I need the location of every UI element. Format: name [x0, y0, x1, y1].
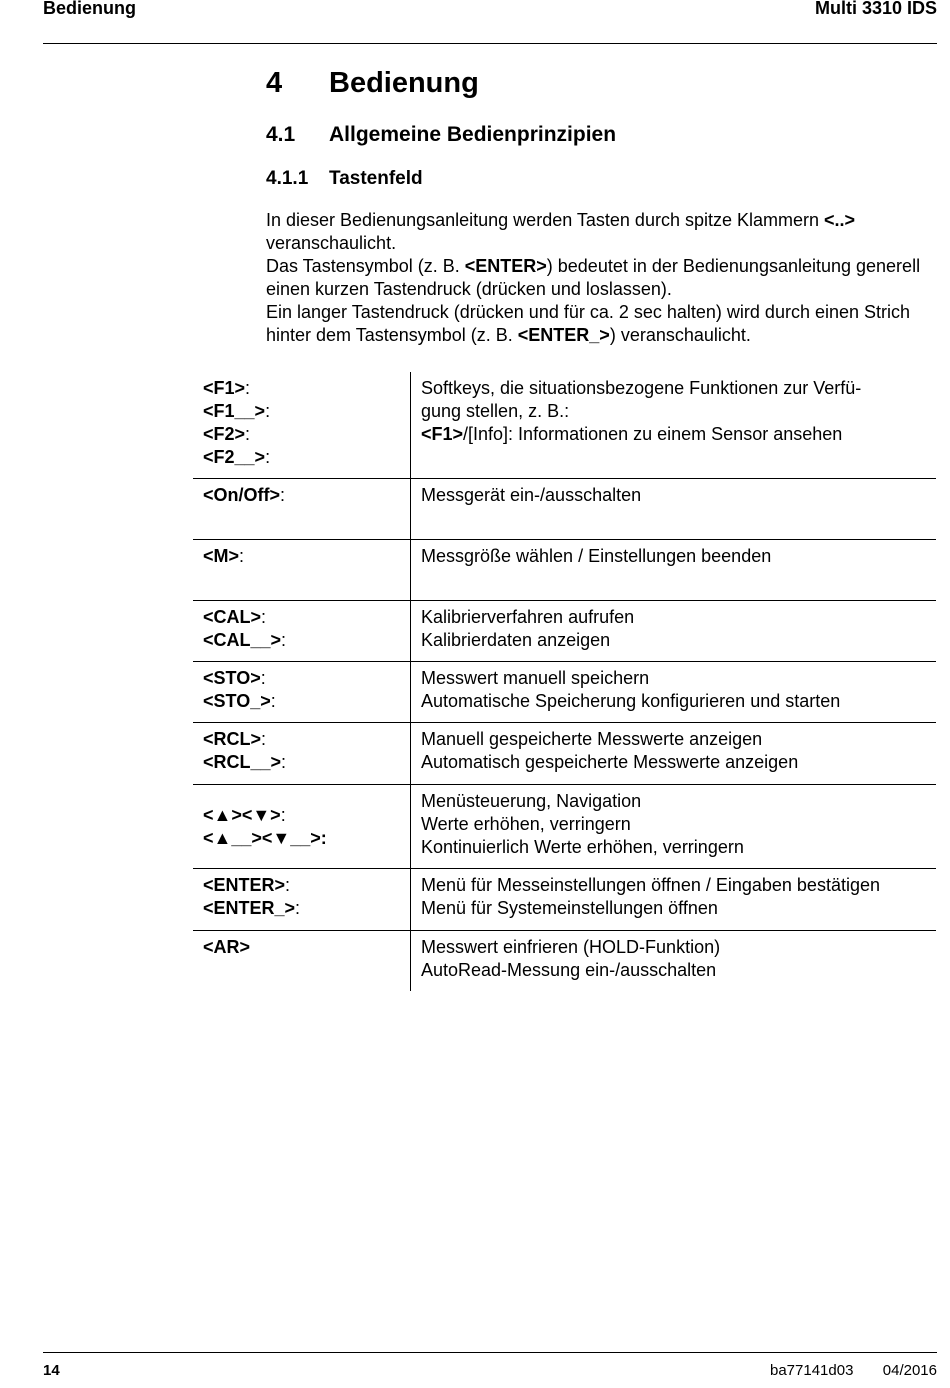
key-row: [193, 723, 936, 785]
key-label: <F1>: [203, 378, 246, 398]
description-line: [421, 790, 936, 813]
key-line: [203, 804, 410, 827]
key-description: [410, 662, 936, 722]
header-product-name: Multi 3310 IDS: [814, 0, 937, 18]
description-text: Messwert manuell speichern: [421, 668, 650, 688]
description-line: [421, 606, 936, 629]
key-label: <▲><▼>: [203, 804, 281, 825]
intro-text-part: In dieser Bedienungsanleitung werden Tasten durch spitze Klammern: [266, 210, 824, 230]
page-footer: [43, 1352, 937, 1379]
description-line: [421, 897, 936, 920]
key-line: [203, 667, 410, 690]
key-token: <F1>: [421, 424, 464, 444]
intro-text-part: Ein langer Tastendruck (drücken und für ca. 2 sec halten) wird durch einen Strich hinter dem Tastensymbol (z. B.: [266, 302, 911, 345]
key-line: [203, 400, 410, 423]
description-text: Menü für Systemeinstellungen öffnen: [421, 898, 718, 918]
description-line: [421, 874, 936, 897]
chapter-number: 4: [266, 67, 283, 99]
key-row: [193, 662, 936, 723]
key-colon: :: [239, 546, 245, 566]
key-colon: :: [265, 401, 271, 421]
key-description: [410, 540, 936, 600]
description-line: [421, 959, 936, 982]
description-line: [421, 813, 936, 836]
section-heading: [266, 123, 616, 147]
description-line: [421, 751, 936, 774]
key-token: <ENTER_>: [517, 325, 610, 345]
key-label: <AR>: [203, 937, 251, 957]
key-cell: [193, 931, 410, 991]
header-section-title: Bedienung: [43, 0, 136, 18]
description-text: gung stellen, z. B.:: [421, 401, 570, 421]
key-line: [203, 545, 410, 568]
key-colon: :: [281, 630, 287, 650]
key-description: [410, 931, 936, 991]
subsection-number: 4.1.1: [266, 168, 309, 189]
key-token: <..>: [824, 210, 856, 230]
key-colon: :: [280, 804, 286, 825]
key-cell: [193, 723, 410, 784]
key-token: <ENTER>: [464, 256, 547, 276]
key-label: <ENTER>: [203, 875, 286, 895]
intro-paragraph: [266, 255, 936, 301]
key-colon: :: [261, 729, 267, 749]
key-line: [203, 690, 410, 713]
key-line: [203, 606, 410, 629]
key-cell: [193, 601, 410, 661]
key-label: <F1__>: [203, 401, 266, 421]
description-line: [421, 936, 936, 959]
chapter-title: Bedienung: [329, 67, 479, 99]
key-label: <F2__>: [203, 447, 266, 467]
page-number: 14: [43, 1362, 60, 1379]
key-line: [203, 629, 410, 652]
key-cell: [193, 540, 410, 600]
document-date: 04/2016: [882, 1362, 937, 1379]
key-line: [203, 423, 410, 446]
key-line: [203, 827, 410, 850]
key-line: [203, 936, 410, 959]
page-header: [43, 0, 937, 44]
key-cell: [193, 372, 410, 478]
description-text: Kalibrierverfahren aufrufen: [421, 607, 635, 627]
description-line: [421, 400, 936, 423]
key-row: [193, 540, 936, 601]
subsection-heading: [266, 168, 423, 190]
description-line: [421, 728, 936, 751]
key-line: [203, 751, 410, 774]
key-description: [410, 479, 936, 539]
key-cell: [193, 869, 410, 930]
description-text: Softkeys, die situationsbezogene Funktionen zur Verfü-: [421, 378, 862, 398]
key-colon: :: [261, 607, 267, 627]
description-line: [421, 667, 936, 690]
key-label: <▲__><▼__>:: [203, 827, 327, 848]
intro-text-part: ) veranschaulicht.: [609, 325, 751, 345]
key-row: [193, 785, 936, 869]
key-row: [193, 931, 936, 991]
key-label: <RCL__>: [203, 752, 282, 772]
description-text: /[Info]: Informationen zu einem Sensor ansehen: [463, 424, 843, 444]
key-colon: :: [260, 668, 266, 688]
key-line: [203, 874, 410, 897]
key-colon: :: [265, 447, 271, 467]
key-line: [203, 728, 410, 751]
key-description: [410, 723, 936, 784]
key-colon: :: [285, 875, 291, 895]
key-label: <STO_>: [203, 691, 271, 711]
description-text: Menüsteuerung, Navigation: [421, 791, 642, 811]
key-row: [193, 869, 936, 931]
key-colon: :: [295, 898, 301, 918]
description-line: [421, 484, 936, 507]
description-line: [421, 690, 936, 713]
section-number: 4.1: [266, 123, 296, 146]
description-text: AutoRead-Messung ein-/ausschalten: [421, 960, 717, 980]
key-label: <RCL>: [203, 729, 262, 749]
description-line: [421, 423, 936, 446]
description-text: Kontinuierlich Werte erhöhen, verringern: [421, 837, 744, 857]
description-text: Menü für Messeinstellungen öffnen / Eingaben bestätigen: [421, 875, 880, 895]
key-description: [410, 785, 936, 868]
intro-text-part: veranschaulicht.: [266, 233, 397, 253]
key-colon: :: [245, 424, 251, 444]
section-title: Allgemeine Bedienprinzipien: [329, 123, 617, 146]
key-label: <ENTER_>: [203, 898, 296, 918]
key-description: [410, 601, 936, 661]
description-line: [421, 836, 936, 859]
key-label: <STO>: [203, 668, 261, 688]
key-line: [203, 484, 410, 507]
intro-text-part: ) bedeutet in der Bedienungsanleitung generell einen kurzen Tastendruck (drücken und loslassen).: [266, 256, 921, 299]
key-colon: :: [281, 752, 287, 772]
key-label: <On/Off>: [203, 485, 281, 505]
key-cell: [193, 479, 410, 539]
key-description: [410, 869, 936, 930]
description-text: Messgerät ein-/ausschalten: [421, 485, 642, 505]
key-table: [193, 372, 936, 991]
key-description: [410, 372, 936, 478]
description-text: Manuell gespeicherte Messwerte anzeigen: [421, 729, 763, 749]
description-text: Messwert einfrieren (HOLD-Funktion): [421, 937, 721, 957]
description-text: Automatisch gespeicherte Messwerte anzeigen: [421, 752, 799, 772]
description-text: Automatische Speicherung konfigurieren und starten: [421, 691, 841, 711]
subsection-title: Tastenfeld: [329, 168, 423, 189]
key-label: <M>: [203, 546, 240, 566]
description-text: Werte erhöhen, verringern: [421, 814, 631, 834]
description-text: Messgröße wählen / Einstellungen beenden: [421, 546, 772, 566]
description-line: [421, 377, 936, 400]
description-line: [421, 629, 936, 652]
key-cell: [193, 662, 410, 722]
intro-text: [266, 209, 936, 347]
document-id: ba77141d03: [770, 1362, 854, 1379]
key-line: [203, 446, 410, 469]
intro-text-part: Das Tastensymbol (z. B.: [266, 256, 465, 276]
key-label: <CAL__>: [203, 630, 282, 650]
key-cell: [193, 785, 410, 868]
intro-paragraph: [266, 301, 936, 347]
key-line: [203, 377, 410, 400]
key-label: <CAL>: [203, 607, 262, 627]
intro-paragraph: [266, 209, 936, 255]
chapter-heading: [266, 67, 479, 100]
description-line: [421, 545, 936, 568]
key-line: [203, 897, 410, 920]
description-text: Kalibrierdaten anzeigen: [421, 630, 611, 650]
key-colon: :: [280, 485, 286, 505]
key-colon: :: [270, 691, 276, 711]
key-colon: :: [245, 378, 251, 398]
key-row: [193, 601, 936, 662]
key-row: [193, 479, 936, 540]
key-row: [193, 372, 936, 479]
key-label: <F2>: [203, 424, 246, 444]
